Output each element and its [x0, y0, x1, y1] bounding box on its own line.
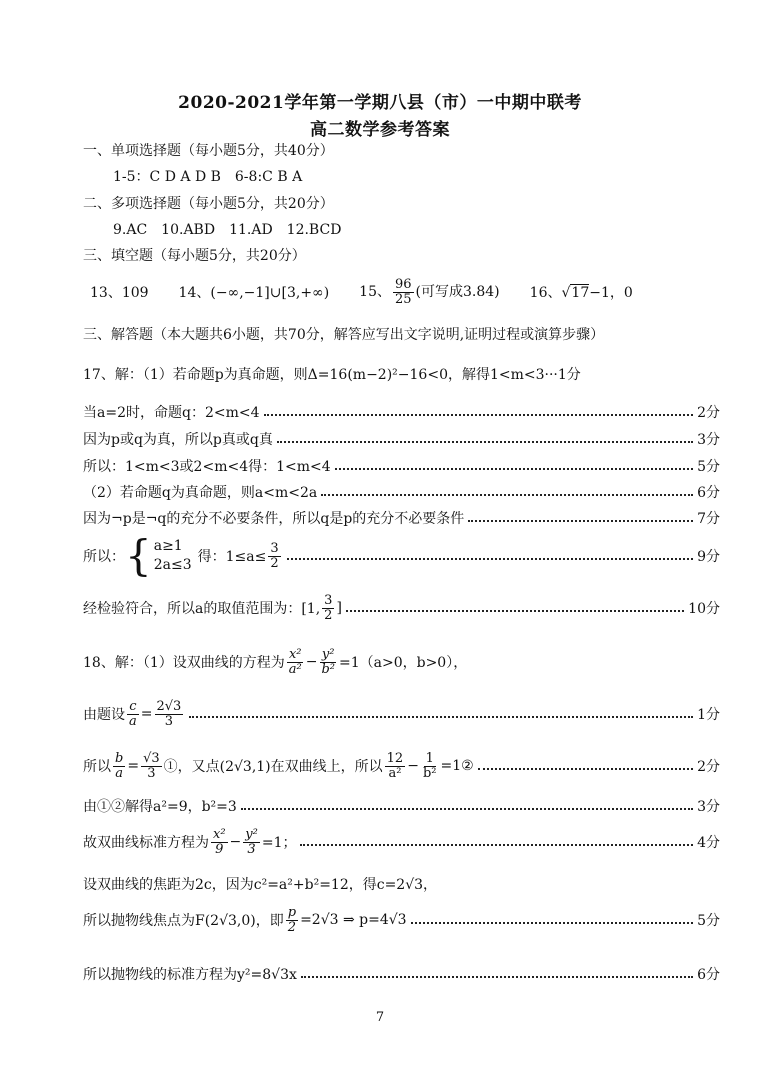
q18-line-5-suffix: =1；: [261, 835, 297, 851]
document-subtitle: 高二数学参考答案: [310, 120, 450, 140]
dot-leader: [411, 922, 693, 924]
minus-sign: −: [305, 654, 318, 670]
fraction-denominator: 3: [164, 713, 174, 729]
fraction-numerator: x²: [288, 646, 302, 662]
q17-line-4-score: 5分: [697, 459, 720, 475]
fill-answers-row: [90, 272, 720, 312]
fraction-numerator: 3: [270, 540, 279, 556]
answer-15-note: (可写成3.84): [415, 284, 500, 300]
section-1-answers: 1-5：C D A D B 6-8:C B A: [113, 169, 303, 185]
q18-line-5-prefix: 故双曲线标准方程为: [83, 835, 209, 851]
q18-line-3-score: 2分: [697, 759, 720, 775]
dot-leader: [189, 716, 693, 718]
answer-13: 13、109: [90, 285, 149, 301]
q18-line-3-middle: ①，又点(2√3,1)在双曲线上，所以: [163, 759, 383, 775]
q17-line-1-text: 17、解：（1）若命题p为真命题，则Δ=16(m−2)²−16<0，解得1<m<3: [83, 367, 545, 383]
q17-line-6-score: 7分: [697, 511, 720, 527]
equals-sign: =: [140, 706, 153, 722]
q17-line-7-prefix: 所以：: [83, 549, 125, 565]
q18-line-3-suffix: =1②: [440, 758, 474, 774]
q17-line-8: [83, 590, 720, 626]
fraction-denominator: 2: [287, 919, 297, 935]
q17-line-3: [83, 429, 720, 449]
section-1-heading: 一、单项选择题（每小题5分，共40分）: [83, 143, 334, 159]
section-2-answers: 9.AC 10.ABD 11.AD 12.BCD: [113, 222, 342, 238]
answer-15: [359, 278, 499, 306]
q17-line-6: [83, 508, 720, 528]
q18-line-7-prefix: 所以抛物线焦点为F(2√3,0)，即: [83, 913, 284, 929]
section-4-heading: 三、解答题（本大题共6小题，共70分，解答应写出文字说明,证明过程或演算步骤）: [83, 327, 605, 343]
dot-leader: [264, 414, 694, 416]
q17-line-7-fraction: [268, 542, 280, 570]
fraction-numerator: 12: [386, 750, 404, 766]
fraction-denominator: a: [115, 765, 124, 781]
dot-leader: [321, 494, 693, 496]
minus-sign: −: [229, 834, 242, 850]
q17-line-1: [83, 364, 720, 384]
q18-line-5-score: 4分: [697, 835, 720, 851]
q17-line-6-text: 因为¬p是¬q的充分不必要条件，所以q是p的充分不必要条件: [83, 511, 465, 527]
section-3-heading: 三、填空题（每小题5分，共20分）: [83, 248, 306, 264]
page-number: 7: [375, 1010, 385, 1025]
fraction-numerator: b: [115, 750, 124, 766]
q18-line-4-score: 3分: [697, 799, 720, 815]
q17-line-8-suffix: ]: [336, 600, 342, 616]
fraction-denominator: 9: [215, 841, 224, 857]
system-line-2: 2a≤3: [153, 557, 192, 573]
fraction-numerator: y²: [321, 646, 335, 662]
fraction-numerator: p: [287, 904, 297, 920]
q18-line-1-suffix: =1（a>0，b>0），: [338, 655, 468, 671]
fraction-denominator: a: [129, 713, 137, 729]
q18-line-5-fraction-1: [211, 828, 228, 856]
q18-line-2-fraction-1: [127, 700, 139, 728]
q17-line-3-text: 因为p或q为真，所以p真或q真: [83, 432, 273, 448]
q18-line-3: [83, 746, 720, 786]
fraction-denominator: 25: [395, 291, 412, 307]
q18-line-2: [83, 694, 720, 734]
dot-leader: [300, 844, 693, 846]
q17-line-8-fraction: [322, 594, 334, 622]
q18-line-1-fraction-1: [287, 648, 304, 676]
answer-16-rest: −1，0: [589, 285, 633, 301]
document-title: 2020-2021学年第一学期八县（市）一中期中联考: [178, 93, 582, 113]
dot-leader: [468, 520, 693, 522]
fraction-denominator: 2: [324, 607, 333, 623]
fraction-numerator: √3: [143, 750, 160, 766]
answer-15-fraction: [393, 278, 414, 306]
q18-line-2-prefix: 由题设: [83, 707, 125, 723]
q18-line-7-suffix: =2√3 ⇒ p=4√3: [300, 912, 407, 928]
fraction-denominator: a²: [288, 661, 302, 677]
dot-leader: [335, 468, 693, 470]
q18-line-2-fraction-2: [155, 700, 184, 728]
q18-line-5-fraction-2: [243, 828, 260, 856]
fraction-denominator: a²: [388, 765, 402, 781]
q18-line-3-fraction-2: [141, 752, 162, 780]
answer-16-label: 16、: [529, 285, 562, 301]
q18-line-5: [83, 822, 720, 862]
answer-14: 14、(−∞,−1]∪[3,+∞): [178, 285, 330, 301]
left-brace-icon: {: [125, 531, 152, 580]
fraction-denominator: 2: [270, 555, 279, 571]
dot-leader: [346, 610, 684, 612]
fraction-denominator: 3: [247, 841, 256, 857]
q18-line-3-fraction-3: [385, 752, 406, 780]
q18-line-2-score: 1分: [697, 707, 720, 723]
fraction-denominator: b²: [422, 765, 437, 781]
fraction-denominator: 3: [147, 765, 156, 781]
q17-line-7: [83, 528, 720, 584]
fraction-denominator: b²: [321, 661, 335, 677]
q17-line-3-score: 3分: [697, 432, 720, 448]
dot-leader: [301, 976, 693, 978]
q18-line-3-prefix: 所以: [83, 759, 111, 775]
inequality-system: [154, 537, 192, 575]
dot-leader: [287, 558, 693, 560]
q18-line-8: [83, 964, 720, 984]
equals-sign: =: [127, 758, 140, 774]
radicand: 17: [571, 285, 590, 301]
q17-line-4: [83, 456, 720, 476]
q18-line-7-fraction: [286, 906, 298, 934]
q17-line-7-middle: 得：1≤a≤: [197, 549, 267, 565]
q18-line-7: [83, 900, 720, 940]
q17-line-7-score: 9分: [697, 549, 720, 565]
fraction-numerator: 96: [395, 276, 412, 292]
q17-line-1-score: ···1分: [544, 367, 581, 383]
system-line-1: a≥1: [153, 538, 183, 555]
dot-leader: [478, 768, 693, 770]
q18-line-3-fraction-1: [113, 752, 125, 780]
answer-15-label: 15、: [359, 284, 391, 300]
answer-16: 16、√17−1，0: [529, 285, 633, 301]
section-2-heading: 二、多项选择题（每小题5分，共20分）: [83, 196, 334, 212]
q18-line-6: 设双曲线的焦距为2c，因为c²=a²+b²=12，得c=2√3，: [83, 877, 438, 893]
q17-line-2-score: 2分: [697, 405, 720, 421]
q17-line-5-score: 6分: [697, 485, 720, 501]
dot-leader: [277, 441, 693, 443]
q17-line-2-text: 当a=2时，命题q：2<m<4: [83, 405, 260, 421]
q18-line-3-fraction-4: [421, 752, 439, 780]
q18-line-1: [83, 642, 720, 682]
dot-leader: [241, 808, 693, 810]
q18-line-8-score: 6分: [697, 967, 720, 983]
fraction-numerator: y²: [245, 826, 258, 842]
fraction-numerator: c: [129, 698, 137, 714]
fraction-numerator: x²: [213, 826, 226, 842]
fraction-numerator: 1: [425, 750, 434, 766]
minus-sign: −: [407, 758, 419, 774]
q17-line-5-text: （2）若命题q为真命题，则a<m<2a: [83, 485, 318, 501]
fraction-numerator: 2√3: [156, 698, 182, 714]
q18-line-4: [83, 796, 720, 816]
q18-line-1-prefix: 18、解：（1）设双曲线的方程为: [83, 655, 285, 671]
q17-line-4-text: 所以：1<m<3或2<m<4得：1<m<4: [83, 459, 331, 475]
q17-line-5: [83, 482, 720, 502]
q18-line-1-fraction-2: [319, 648, 337, 676]
q18-line-8-text: 所以抛物线的标准方程为y²=8√3x: [83, 967, 297, 983]
q18-line-7-score: 5分: [697, 913, 720, 929]
q18-line-4-text: 由①②解得a²=9，b²=3: [83, 799, 237, 815]
q17-line-8-prefix: 经检验符合，所以a的取值范围为：[1,: [83, 601, 321, 617]
fraction-numerator: 3: [324, 592, 333, 608]
q17-line-2: [83, 402, 720, 422]
q17-line-8-score: 10分: [688, 601, 720, 617]
